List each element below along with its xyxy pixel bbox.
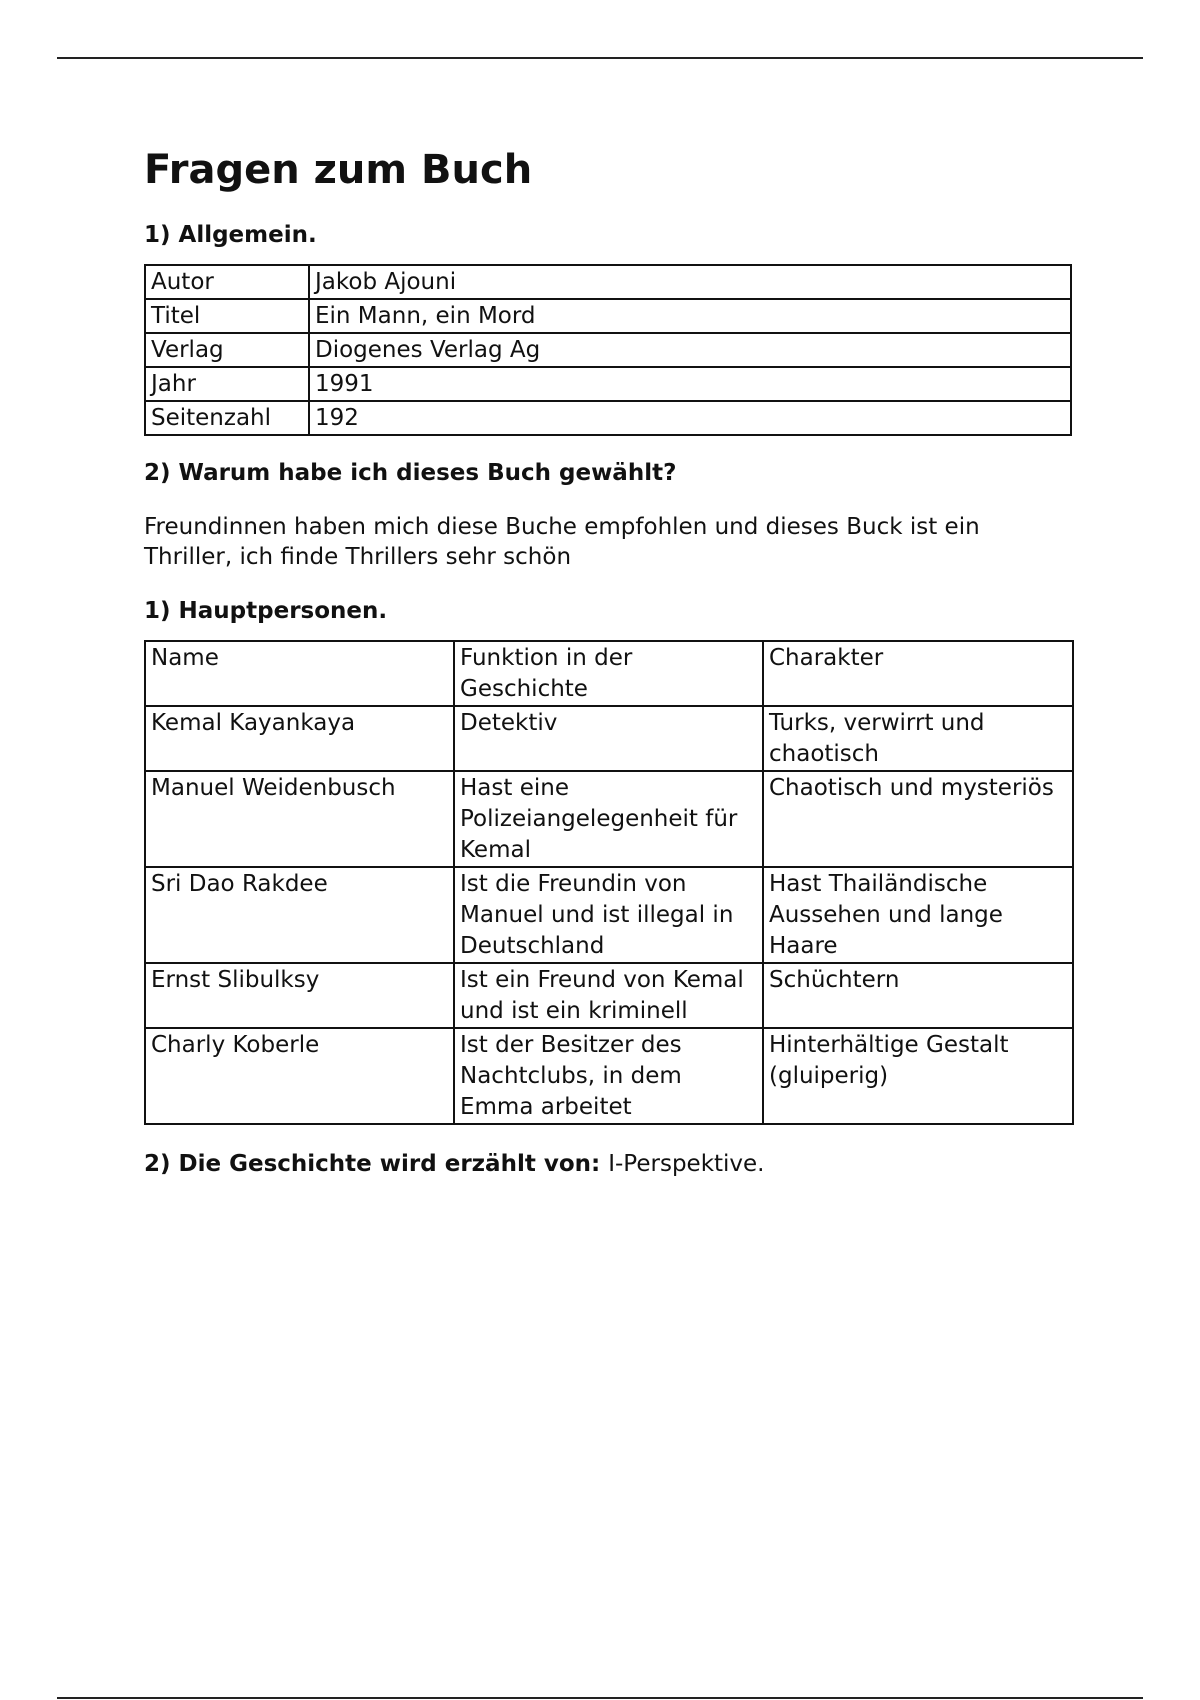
info-key: Titel xyxy=(145,299,309,333)
book-info-table xyxy=(144,264,1072,436)
character-function: Ist der Besitzer des Nachtclubs, in dem Emma arbeitet xyxy=(454,1028,763,1124)
character-name: Ernst Slibulksy xyxy=(145,963,454,1028)
info-value: Jakob Ajouni xyxy=(309,265,1071,299)
document-content xyxy=(144,142,1072,1179)
character-function: Ist ein Freund von Kemal und ist ein kriminell xyxy=(454,963,763,1028)
info-value: Diogenes Verlag Ag xyxy=(309,333,1071,367)
section-characters-heading: 1) Hauptpersonen. xyxy=(144,598,388,624)
character-trait: Turks, verwirrt und chaotisch xyxy=(763,706,1073,771)
table-row xyxy=(145,299,1071,333)
character-trait: Chaotisch und mysteriös xyxy=(763,771,1073,867)
section-narration-heading xyxy=(144,1149,1072,1179)
info-key: Autor xyxy=(145,265,309,299)
character-name: Manuel Weidenbusch xyxy=(145,771,454,867)
info-value: 192 xyxy=(309,401,1071,435)
info-key: Verlag xyxy=(145,333,309,367)
table-row xyxy=(145,706,1073,771)
characters-table xyxy=(144,640,1074,1125)
character-trait: Hast Thailändische Aussehen und lange Haare xyxy=(763,867,1073,963)
character-name: Kemal Kayankaya xyxy=(145,706,454,771)
info-key: Jahr xyxy=(145,367,309,401)
narration-label: 2) Die Geschichte wird erzählt von: xyxy=(144,1151,601,1177)
table-row xyxy=(145,367,1071,401)
character-trait: Schüchtern xyxy=(763,963,1073,1028)
top-rule xyxy=(57,57,1143,59)
table-row xyxy=(145,771,1073,867)
page-title: Fragen zum Buch xyxy=(144,147,533,193)
character-trait: Hinterhältige Gestalt (gluiperig) xyxy=(763,1028,1073,1124)
info-value: 1991 xyxy=(309,367,1071,401)
bottom-rule xyxy=(57,1697,1143,1699)
section-why-heading: 2) Warum habe ich dieses Buch gewählt? xyxy=(144,460,677,486)
info-value: Ein Mann, ein Mord xyxy=(309,299,1071,333)
column-header-character: Charakter xyxy=(763,641,1073,706)
column-header-name: Name xyxy=(145,641,454,706)
table-row xyxy=(145,265,1071,299)
character-function: Hast eine Polizeiangelegenheit für Kemal xyxy=(454,771,763,867)
character-function: Detektiv xyxy=(454,706,763,771)
table-row xyxy=(145,401,1071,435)
character-function: Ist die Freundin von Manuel und ist illegal in Deutschland xyxy=(454,867,763,963)
narration-answer: I-Perspektive. xyxy=(608,1151,765,1177)
character-name: Charly Koberle xyxy=(145,1028,454,1124)
table-row xyxy=(145,963,1073,1028)
table-row xyxy=(145,867,1073,963)
why-answer-text: Freundinnen haben mich diese Buche empfohlen und dieses Buck ist ein Thriller, ich finde Thrillers sehr schön xyxy=(144,514,980,570)
column-header-function: Funktion in der Geschichte xyxy=(454,641,763,706)
character-name: Sri Dao Rakdee xyxy=(145,867,454,963)
info-key: Seitenzahl xyxy=(145,401,309,435)
table-header-row xyxy=(145,641,1073,706)
section-general-heading: 1) Allgemein. xyxy=(144,222,317,248)
table-row xyxy=(145,1028,1073,1124)
table-row xyxy=(145,333,1071,367)
